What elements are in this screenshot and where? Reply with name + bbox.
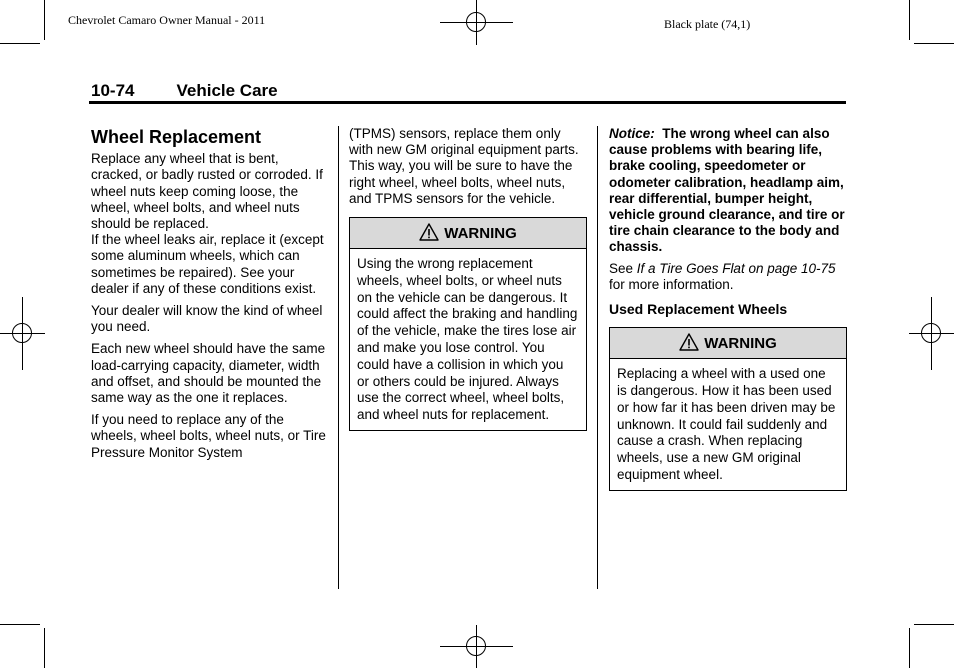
warning-box (349, 217, 587, 431)
warning-text: Using the wrong replacement wheels, wheel bolts, or wheel nuts on the vehicle can be dangerous. It could affect the braking and handling of the vehicle, make the tires lose air and make you lose control. You could have a collision in which you or others could be injured. Always use the correct wheel, wheel bolts, and wheel nuts for replacement. (357, 256, 578, 423)
warning-box (609, 327, 847, 491)
warning-icon (419, 223, 439, 241)
paragraph: If you need to replace any of the wheels, wheel bolts, wheel nuts, or Tire Pressure Monitor System (91, 412, 326, 460)
manual-title: Chevrolet Camaro Owner Manual - 2011 (68, 13, 266, 27)
page-reference-link[interactable]: If a Tire Goes Flat on page 10-75 (636, 260, 836, 276)
section-heading: Wheel Replacement (91, 127, 262, 147)
see-prefix: See (609, 260, 637, 276)
page-number: 10-74 (91, 81, 135, 100)
notice-text: The wrong wheel can also cause problems with bearing life, brake cooling, speedometer or odometer calibration, headlamp aim, rear differential, bumper height, vehicle ground clearance, and tire or tire chain clearance to the body and chassis. (609, 126, 845, 255)
notice (609, 126, 847, 256)
paragraph: Replace any wheel that is bent, cracked, or badly rusted or corroded. If wheel nuts keep coming loose, the wheel, wheel bolts, and wheel nuts should be replaced. (91, 151, 323, 232)
paragraph: (TPMS) sensors, replace them only with new GM original equipment parts. This way, you will be sure to have the right wheel, wheel bolts, wheel nuts, and TPMS sensors for the vehicle. (349, 126, 579, 206)
section-title: Vehicle Care (176, 81, 278, 100)
see-suffix: for more information. (609, 276, 734, 292)
notice-label: Notice: (609, 126, 655, 141)
warning-header (610, 328, 846, 359)
column-1 (91, 126, 329, 467)
header-rule (89, 101, 846, 104)
column-3 (609, 126, 847, 491)
column-2 (349, 126, 587, 431)
paragraph: If the wheel leaks air, replace it (except some aluminum wheels, which can sometimes be repaired). See your dealer if any of these conditions exist. (91, 232, 324, 296)
column-divider (338, 126, 339, 589)
warning-header (350, 218, 586, 249)
warning-icon (679, 333, 699, 351)
plate-label: Black plate (74,1) (664, 17, 751, 31)
paragraph: Each new wheel should have the same load-carrying capacity, diameter, width and offset, and should be mounted the same way as the one it replaces. (91, 341, 326, 406)
warning-text: Replacing a wheel with a used one is dangerous. How it has been used or how far it has been driven may be unknown. It could fail suddenly and cause a crash. When replacing wheels, use a new GM original equipment wheel. (617, 366, 836, 483)
see-reference (609, 261, 847, 293)
page-header (91, 81, 278, 101)
warning-label: WARNING (444, 225, 517, 243)
subheading: Used Replacement Wheels (609, 301, 788, 318)
column-divider (597, 126, 598, 589)
paragraph: Your dealer will know the kind of wheel you need. (91, 303, 323, 335)
warning-label: WARNING (704, 335, 777, 353)
